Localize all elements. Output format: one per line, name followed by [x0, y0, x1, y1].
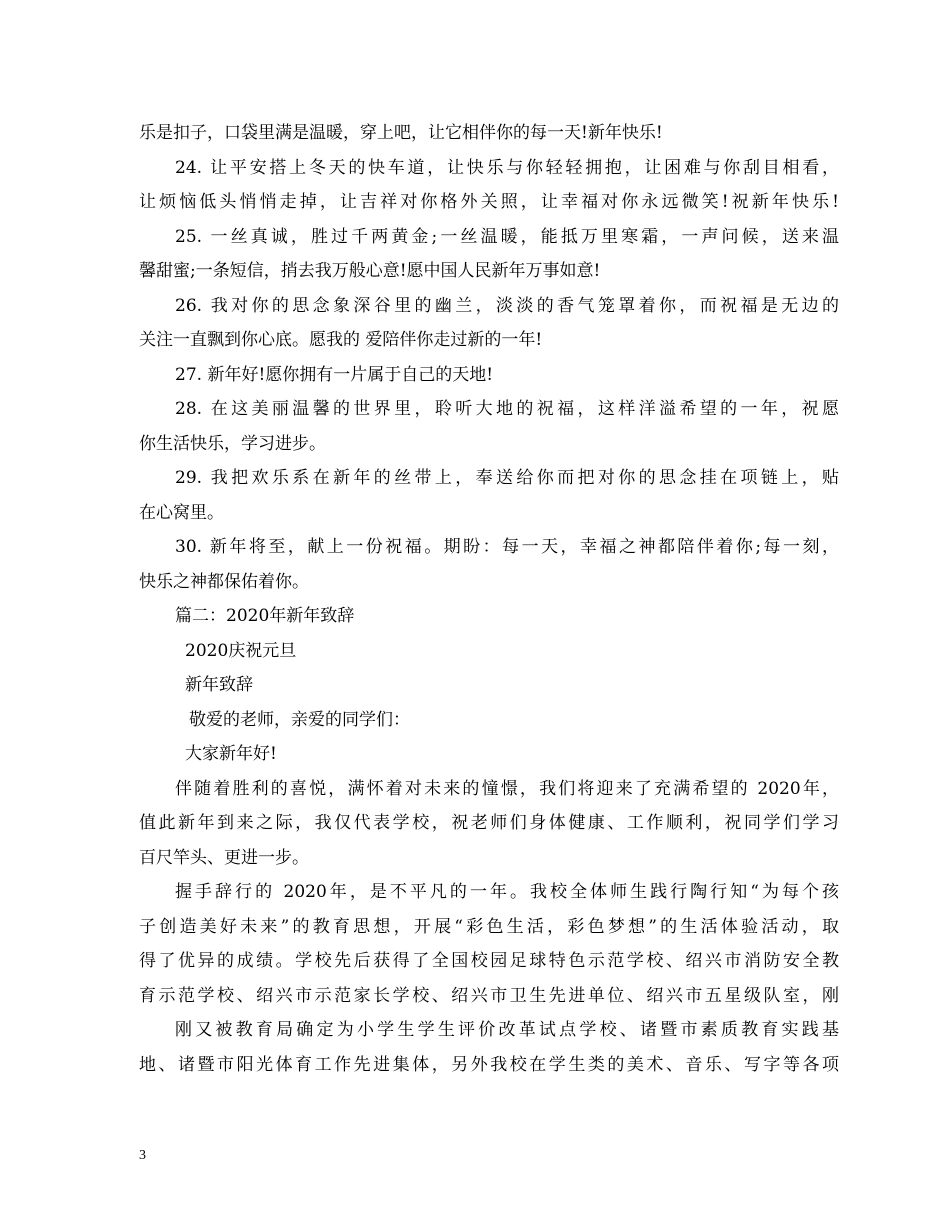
text-line: 握手辞行的 2020年，是不平凡的一年。我校全体师生践行陶行知“为每个孩: [175, 882, 839, 902]
text-line: 26. 我对你的思念象深谷里的幽兰，淡淡的香气笼罩着你，而祝福是无边的: [175, 295, 839, 316]
greeting: 大家新年好!: [185, 744, 277, 764]
text-line: 百尺竿头、更进一步。: [139, 847, 309, 868]
title-line: 2020庆祝元旦: [185, 640, 297, 661]
document-body: [139, 116, 839, 1082]
title-line: 新年致辞: [185, 675, 253, 695]
section-heading: 篇二：2020年新年致辞: [175, 606, 355, 626]
text-line: 育示范学校、绍兴市示范家长学校、绍兴市卫生先进单位、绍兴市五星级队室，刚: [139, 985, 839, 1006]
text-line: 刚又被教育局确定为小学生学生评价改革试点学校、诸暨市素质教育实践基: [175, 1020, 839, 1040]
text-line: 馨甜蜜;一条短信，捎去我万般心意!愿中国人民新年万事如意!: [139, 261, 601, 281]
text-line: 值此新年到来之际，我仅代表学校，祝老师们身体健康、工作顺利，祝同学们学习: [139, 813, 839, 833]
text-line: 30. 新年将至，献上一份祝福。期盼：每一天，幸福之神都陪伴着你;每一刻，: [175, 537, 839, 557]
page-number: 3: [139, 1148, 146, 1163]
salutation: 敬爱的老师，亲爱的同学们：: [189, 709, 410, 730]
text-line: 28. 在这美丽温馨的世界里，聆听大地的祝福，这样洋溢希望的一年，祝愿: [175, 399, 839, 419]
text-line: 25. 一丝真诚，胜过千两黄金;一丝温暖，能抵万里寒霜，一声问候，送来温: [175, 226, 839, 247]
text-line: 在心窝里。: [139, 502, 224, 523]
text-line: 29. 我把欢乐系在新年的丝带上，奉送给你而把对你的思念挂在项链上，贴: [175, 468, 839, 488]
text-line: 快乐之神都保佑着你。: [139, 571, 309, 592]
text-line: 地、诸暨市阳光体育工作先进集体，另外我校在学生类的美术、音乐、写字等各项: [139, 1054, 839, 1075]
text-line: 乐是扣子，口袋里满是温暖，穿上吧，让它相伴你的每一天!新年快乐!: [139, 123, 663, 143]
text-line: 伴随着胜利的喜悦，满怀着对未来的憧憬，我们将迎来了充满希望的 2020年，: [175, 778, 839, 799]
text-line: 24. 让平安搭上冬天的快车道，让快乐与你轻轻拥抱，让困难与你刮目相看，: [175, 157, 839, 178]
text-line: 子创造美好未来”的教育思想，开展“彩色生活，彩色梦想”的生活体验活动，取: [139, 916, 839, 937]
text-line: 27. 新年好!愿你拥有一片属于自己的天地!: [175, 364, 494, 385]
text-line: 关注一直飘到你心底。愿我的 爱陪伴你走过新的一年!: [139, 330, 543, 350]
text-line: 得了优异的成绩。学校先后获得了全国校园足球特色示范学校、绍兴市消防安全教: [139, 951, 839, 971]
text-line: 你生活快乐，学习进步。: [139, 433, 326, 454]
text-line: 让烦恼低头悄悄走掉，让吉祥对你格外关照，让幸福对你永远微笑!祝新年快乐!: [139, 192, 839, 212]
